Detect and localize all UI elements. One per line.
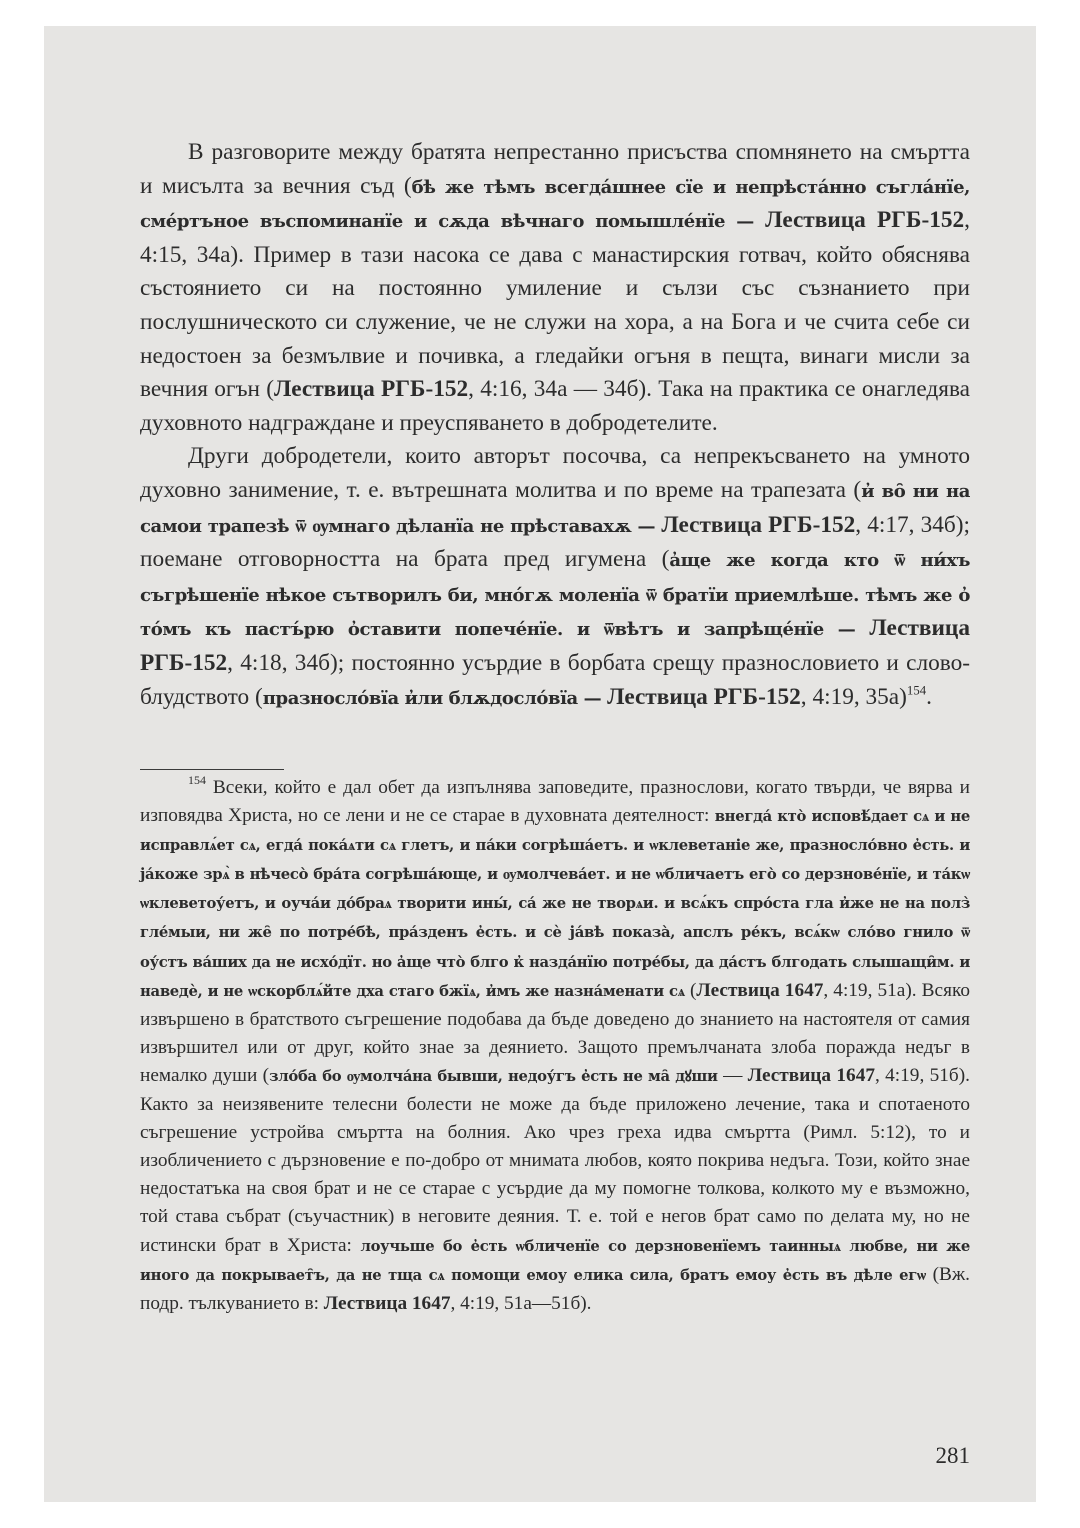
source-reference: Лествица РГБ-152 [607, 683, 801, 710]
footnote-number: 154 [188, 773, 206, 788]
book-page [44, 26, 1036, 1502]
church-slavonic-quote: бѣ же тѣмъ всегда́шнее сїе и непрѣста́нно съгла́нїе, сме́ртъное въспоминанїе и сѫда вѣчнаго помышле́нїе [140, 176, 970, 233]
footnote-154: $^{154}$ Всеки, който е дал обет да изпълнява заповедите, празнослови, когато твърди, че вярва и изповядва Христа, но се лени и не се старае в духовната деятелност: внегда́ кто̀ исповѣ́дает сѧ и не исправлѧ́ет сѧ, егда́ пока́ѧти сѧ глетъ, и па́ки согрѣша́етъ. и ѡклеветаніе же, празносло́вно е̓сть. и ја́коже зрѧ̀ в нѣчесо̀ бра́та согрѣша́юще, и ѹмолчева́ет. и не ѡбличаетъ его̀ со дерзнове́нїе, и та́кѡ ѡклеветоу́етъ, и оуча́и до́браѧ творити ины́, са́ же не творѧи. и всѧ́къ спро́ста гла и̓же не на полз̀ гле́мыи, ни же̑ по потре́бѣ, пра́зденъ е̓сть. и сѐ ја́вѣ показа̀, апслъ ре́къ, всѧ́кѡ сло́во гнило ѿ оу́стъ ва́ших да не исхо́дїт. но а̓ще что̀ блго к̓ назда́нїю потре́бы, да да́стъ блгодать слышащи̑м. и наведѐ, и не ѡскорблѧ́йте дха стаго бжїѧ, и̓мъ же назна́менати сѧ (Лествица 1647, 4:19, 51а). Всяко извършено в братството съгрешение подобава да бъде доведено до знанието на настоятеля от самия извършител или от друг, който знае за деянието. Защото премълчаната злоба поражда недъг в немалко души (зло́ба бо ѹмолча́на бывши, недоу́гъ е̓сть не ма̑ дꙋши — Лествица 1647, 4:19, 51б). Както за неизявените телесни болести не може да бъде приложено лечение, така и спотаеното съгрешение устройва смъртта на болния. Ако чрез греха идва смъртта (Римл. 5:12), то и изобличението с дързновение е по-добро от мнимата любов, която покрива недъга. Този, който знае недостатъка на своя брат и не се старае с усърдие да му помогне толкова, колкото му е възможно, той става събрат (съучастник) в неговите деяния. Т. е. той е негов брат само по делата му, но не истински брат в Христа: лоучьше бо е̓сть ѡбличенїе со дерзновенїемъ таинныѧ любве, ни же иного да покрывает̑ъ, да не тща сѧ помощи емоу елика сила, братъ емоу е̓сть въ дѣле егѡ (Вж. подр. тълкуванието в: Лествица 1647, 4:19, 51а—51б). [140, 773, 970, 1314]
source-reference: Лествица 1647 [747, 1064, 875, 1086]
paragraph-1: В разговорите между братята непрестанно присъства спомнянето на смъртта и мисълта за вечния съд (бѣ же тѣмъ всегда́шнее сїе и непрѣста́нно съгла́нїе, сме́ртъное въспоминанїе и сѫда вѣчнаго помышле́нїе — Лествица РГБ-152, 4:15, 34а). Пример в тази насока се дава с манастирския готвач, който обяснява състоянието си на постоянно умиление и сълзи със съзнанието при послушническото си служение, че не служи на хора, а на Бога и че счита себе си недостоен за безмълвие и почивка, а гледайки огъня в пещта, винаги мисли за вечния огън (Лествица РГБ-152, 4:16, 34а — 34б). Така на практика се онагледява духовното надграждане и преуспяването в добродетелите. [140, 139, 970, 436]
source-reference: Лествица РГБ-152 [765, 207, 965, 234]
church-slavonic-quote: внегда́ кто̀ исповѣ́дает сѧ и не исправлѧ́ет сѧ, егда́ пока́ѧти сѧ глетъ, и па́ки согрѣша́етъ. и ѡклеветаніе же, празносло́вно е̓сть. и ја́коже зрѧ̀ в нѣчесо̀ бра́та согрѣша́юще, и ѹмолчева́ет. и не ѡбличаетъ его̀ со дерзнове́нїе, и та́кѡ ѡклеветоу́етъ, и оуча́и до́браѧ творити ины́, са́ же не творѧи. и всѧ́къ спро́ста гла и̓же не на полз̀ гле́мыи, ни же̑ по потре́бѣ, пра́зденъ е̓сть. и сѐ ја́вѣ показа̀, апслъ ре́къ, всѧ́кѡ сло́во гнило ѿ оу́стъ ва́ших да не исхо́дїт. но а̓ще что̀ блго к̓ назда́нїю потре́бы, да да́стъ блгодать слышащи̑м. и наведѐ, и не ѡскорблѧ́йте дха стаго бжїѧ, и̓мъ же назна́менати сѧ [140, 808, 970, 1000]
church-slavonic-quote: зло́ба бо ѹмолча́на бывши, недоу́гъ е̓сть не ма̑ дꙋши [269, 1067, 718, 1085]
source-reference: Лествица 1647 [696, 979, 824, 1001]
church-slavonic-quote: празносло́вїа и̓ли блѫдосло́вїа [262, 687, 578, 709]
source-reference: Лествица 1647 [323, 1292, 451, 1314]
page-number: 281 [935, 1443, 970, 1468]
church-slavonic-quote: и̓ во̑ ни на самои трапезѣ ѿ ѹмнаго дѣланїа не прѣставахѫ [140, 480, 970, 537]
paragraph-2: Други добродетели, които авторът посочва, са непрекъсването на умното духовно занимение, т. е. вътрешната молитва и по време на трапезата (и̓ во̑ ни на самои трапезѣ ѿ ѹмнаго дѣланїа не прѣставахѫ — Лествица РГБ-152, 4:17, 34б); поемане отговорността на брата пред игумена (а̓ще же когда кто ѿ ни́хъ съгрѣшенїе нѣкое сътворилъ би, мно́гѫ моленїа ѿ братїи приемлѣше. тѣмъ же о̓ то́мъ къ пастъ́рю о̓ставити попече́нїе. и ѿвѣтъ и запрѣще́нїе — Лествица РГБ-152, 4:18, 34б); постоянно усърдие в борбата срещу празнословието и словоблудството (празносло́вїа и̓ли блѫдосло́вїа — Лествица РГБ-152, 4:19, 35а)$^{154}$. [140, 443, 970, 710]
main-text [140, 136, 970, 715]
source-reference: Лествица РГБ-152 [661, 511, 856, 538]
source-reference: Лествица РГБ-152 [140, 615, 970, 676]
footnote-marker: 154 [906, 682, 927, 697]
footnote-separator [140, 769, 284, 770]
church-slavonic-quote: а̓ще же когда кто ѿ ни́хъ съгрѣшенїе нѣкое сътворилъ би, мно́гѫ моленїа ѿ братїи приемлѣше. тѣмъ же о̓ то́мъ къ пастъ́рю о̓ставити попече́нїе. и ѿвѣтъ и запрѣще́нїе [140, 550, 970, 641]
church-slavonic-quote: лоучьше бо е̓сть ѡбличенїе со дерзновенїемъ таинныѧ любве, ни же иного да покрывает̑ъ, да не тща сѧ помощи емоу елика сила, братъ емоу е̓сть въ дѣле егѡ [140, 1237, 970, 1284]
source-reference: Лествица РГБ-152 [274, 376, 469, 403]
